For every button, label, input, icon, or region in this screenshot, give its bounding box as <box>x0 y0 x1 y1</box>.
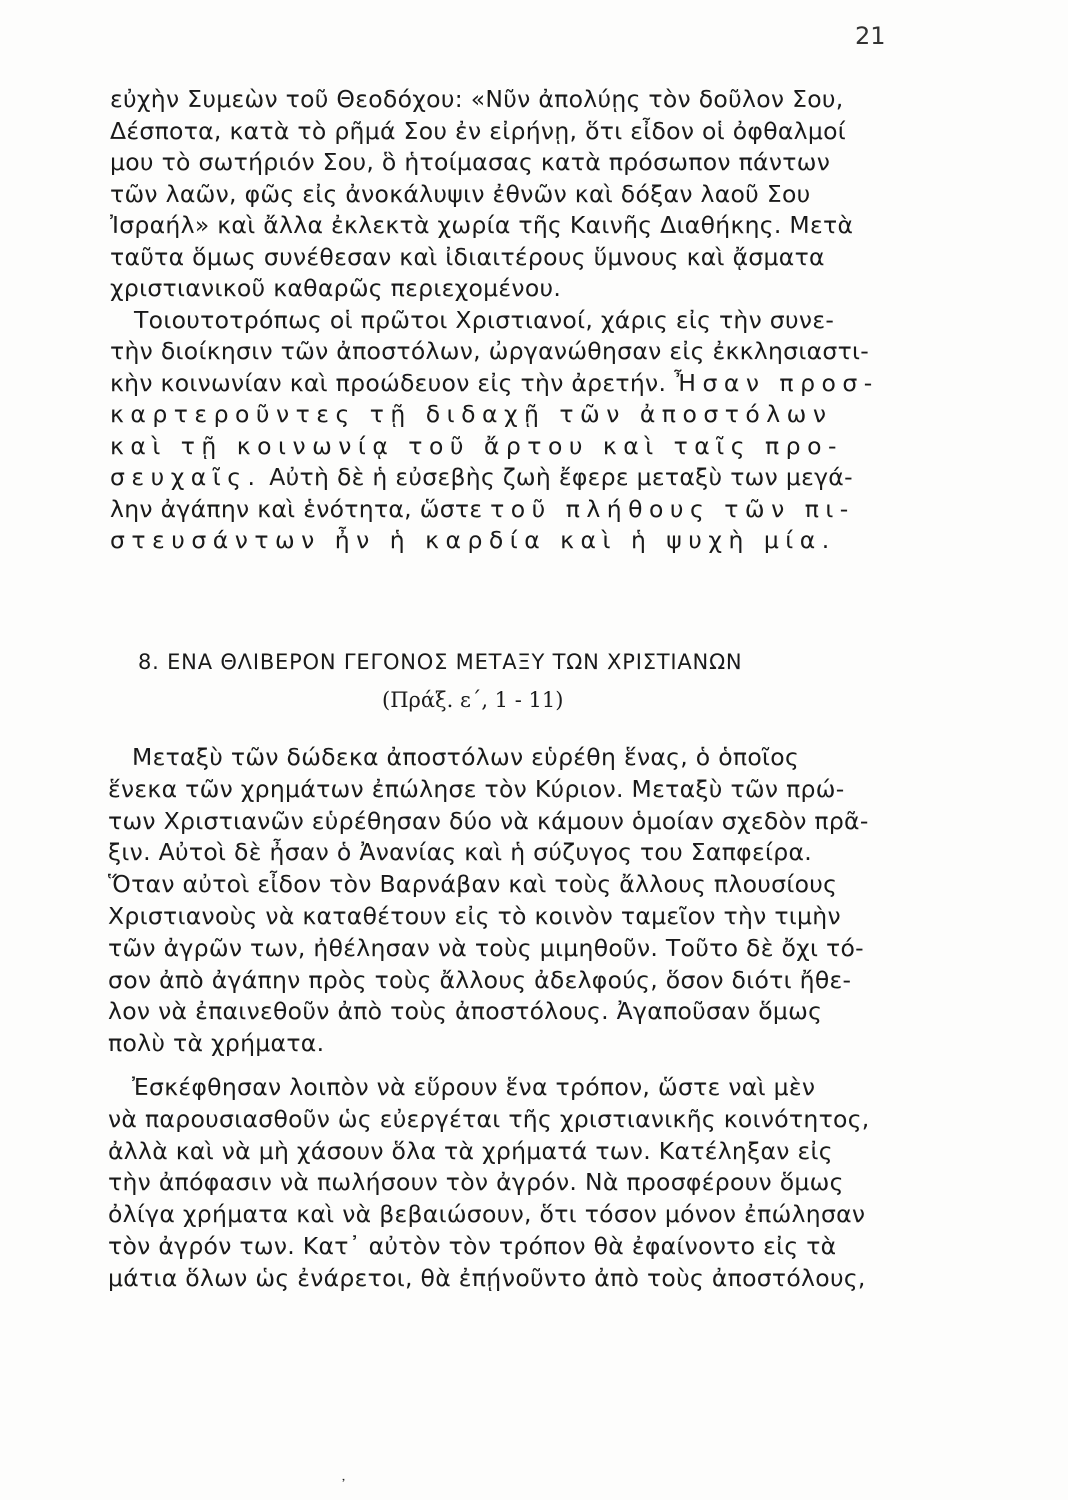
paragraph-2 <box>110 305 910 557</box>
text-line: Δέσποτα, κατὰ τὸ ρῆμά Σου ἐν εἰρήνῃ, ὅτι εἶδον οἱ ὀφθαλμοί <box>110 116 847 145</box>
text-line: ὀλίγα χρήματα καὶ νὰ βεβαιώσουν, ὅτι τόσον μόνον ἐπώλησαν <box>108 1200 866 1229</box>
paragraph-4 <box>108 1072 918 1295</box>
spaced-quote: σευχαῖς. <box>110 463 262 491</box>
paragraph-3 <box>108 742 918 1060</box>
text-line: ἕνεκα τῶν χρημάτων ἐπώλησε τὸν Κύριον. Μεταξὺ τῶν πρώ- <box>108 774 845 803</box>
text-line: Ὅταν αὐτοὶ εἶδον τὸν Βαρνάβαν καὶ τοὺς ἄλλους πλουσίους <box>108 870 838 899</box>
text-line: πολὺ τὰ χρήματα. <box>108 1029 325 1058</box>
text-run: Αὐτὴ δὲ ἡ εὐσεβὴς ζωὴ ἔφερε μεταξὺ των μεγά- <box>269 463 853 491</box>
text-line: Τοιουτοτρόπως οἱ πρῶτοι Χριστιανοί, χάρις εἰς τὴν συνε- <box>134 305 835 334</box>
text-line: Χριστιανοὺς νὰ καταθέτουν εἰς τὸ κοινὸν ταμεῖον τὴν τιμὴν <box>108 901 841 930</box>
text-line: σον ἀπὸ ἀγάπην πρὸς τοὺς ἄλλους ἀδελφούς, ὅσον διότι ἤθε- <box>108 965 852 994</box>
paragraph-gap <box>108 1060 918 1072</box>
text-line: ἀλλὰ καὶ νὰ μὴ χάσουν ὅλα τὰ χρήματά των. Κατέληξαν εἰς <box>108 1136 833 1165</box>
text-line <box>110 462 910 494</box>
text-line <box>110 494 910 526</box>
top-text-block <box>110 84 910 557</box>
text-run: λην ἀγάπην καὶ ἑνότητα, ὥστε <box>110 494 483 523</box>
text-line: εὐχὴν Συμεὼν τοῦ Θεοδόχου: «Νῦν ἀπολύῃς τὸν δοῦλον Σου, <box>110 85 844 113</box>
text-line: τὴν ἀπόφασιν νὰ πωλήσουν τὸν ἀγρόν. Νὰ προσφέρουν ὅμως <box>108 1168 844 1197</box>
section-reference: (Πράξ. ε΄, 1 - 11) <box>382 688 564 712</box>
text-line: των Χριστιανῶν εὑρέθησαν δύο νὰ κάμουν ὁμοίαν σχεδὸν πρᾶ- <box>108 806 869 835</box>
text-line: τὸν ἀγρόν των. Κατ᾽ αὐτὸν τὸν τρόπον θὰ ἐφαίνοντο εἰς τὰ <box>108 1231 837 1260</box>
text-line: λον νὰ ἐπαινεθοῦν ἀπὸ τοὺς ἀποστόλους. Ἀγαποῦσαν ὅμως <box>108 997 823 1026</box>
text-line: μάτια ὅλων ὡς ἐνάρετοι, θὰ ἐπῄνοῦντο ἀπὸ τοὺς ἀποστόλους, <box>108 1263 866 1292</box>
text-line: ξιν. Αὐτοὶ δὲ ἦσαν ὁ Ἀνανίας καὶ ἡ σύζυγος του Σαπφείρα. <box>108 838 813 867</box>
text-run: κὴν κοινωνίαν καὶ προώδευον εἰς τὴν ἀρετήν. <box>110 368 667 397</box>
spaced-quote-line: καρτεροῦντες τῇ διδαχῇ τῶν ἀποστόλων <box>110 400 833 428</box>
text-line: Ἰσραήλ» καὶ ἄλλα ἐκλεκτὰ χωρία τῆς Καινῆς Διαθήκης. Μετὰ <box>110 211 854 239</box>
text-line: ταῦτα ὅμως συνέθεσαν καὶ ἰδιαιτέρους ὕμνους καὶ ᾄσματα <box>110 242 825 271</box>
text-line: Μεταξὺ τῶν δώδεκα ἀποστόλων εὑρέθη ἕνας, ὁ ὁποῖος <box>132 743 800 771</box>
spaced-quote-line: καὶ τῇ κοινωνίᾳ τοῦ ἄρτου καὶ ταῖς προ- <box>110 431 843 460</box>
text-line: χριστιανικοῦ καθαρῶς περιεχομένου. <box>110 274 562 302</box>
paragraph-1 <box>110 84 910 305</box>
text-line: τὴν διοίκησιν τῶν ἀποστόλων, ὠργανώθησαν εἰς ἐκκλησιαστι- <box>110 337 870 365</box>
bottom-text-block <box>108 742 918 1295</box>
text-line: Ἐσκέφθησαν λοιπὸν νὰ εὕρουν ἕνα τρόπον, ὥστε ναὶ μὲν <box>132 1072 816 1101</box>
section-heading: 8. ΕΝΑ ΘΛΙΒΕΡΟΝ ΓΕΓΟΝΟΣ ΜΕΤΑΞΥ ΤΩΝ ΧΡΙΣΤΙΑΝΩΝ <box>138 650 743 674</box>
page-number: 21 <box>855 22 886 50</box>
spaced-quote: Ἦσαν προσ- <box>674 368 879 397</box>
spaced-quote: τοῦ πλήθους τῶν πι- <box>490 494 855 523</box>
text-line: νὰ παρουσιασθοῦν ὡς εὐεργέται τῆς χριστιανικῆς κοινότητος, <box>108 1104 870 1133</box>
text-line: τῶν ἀγρῶν των, ἠθέλησαν νὰ τοὺς μιμηθοῦν. Τοῦτο δὲ ὄχι τό- <box>108 933 864 962</box>
text-line: μου τὸ σωτήριόν Σου, ὃ ἡτοίμασας κατὰ πρόσωπον πάντων <box>110 148 831 176</box>
spaced-quote-line: στευσάντων ἦν ἡ καρδία καὶ ἡ ψυχὴ μία. <box>110 526 836 554</box>
text-line: τῶν λαῶν, φῶς εἰς ἀνοκάλυψιν ἐθνῶν καὶ δόξαν λαοῦ Σου <box>110 179 811 208</box>
text-line <box>110 368 910 400</box>
bottom-ink-mark: ᾽ <box>340 1478 347 1494</box>
